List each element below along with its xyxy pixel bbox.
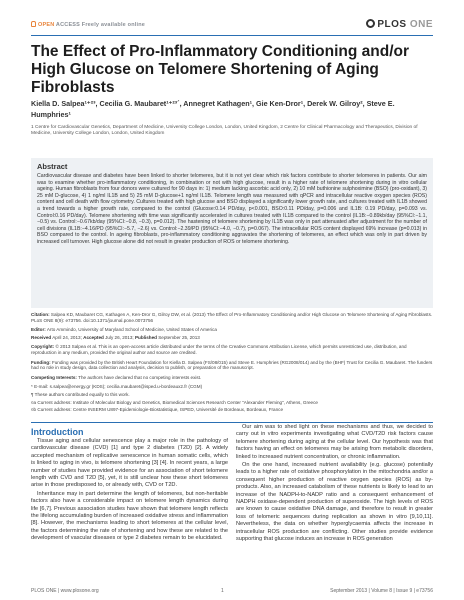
dates: Received April 24, 2013; Accepted July 26, 2013; Published September 25, 2013 — [31, 334, 200, 340]
journal-website[interactable]: PLOS ONE | www.plosone.org — [31, 588, 99, 594]
article-title: The Effect of Pro-Inflammatory Conditioning and/or High Glucose on Telomere Shortening of Aging Fibroblasts — [31, 43, 410, 96]
author-list: Kiella D. Salpea¹⁺²³, Cecilia G. Maubaret¹⁺²³´, Annegret Kathagen¹, Gie Ken-Dror¹, Derek W. Gilroy², Steve E. Humphries¹ — [31, 99, 395, 119]
article-metadata — [31, 312, 433, 415]
page-number: 1 — [221, 588, 224, 594]
intro-paragraph-4: On the one hand, increased nutrient availability (e.g. glucose) potentially leads to a higher rate of oxidative phosphorylation in the mitochondria and/or a consequent higher production of reactive oxygen species (ROS) as by-products. Also, an increased catabolism of these nutrients is likely to lead to an increase of the NADPH-to-NADP ratio and a consequent enhancement of NADPH oxidase-dependent production of superoxide. The high levels of ROS are known to cause oxidative DNA damage, and therefore to result in greater loss of telomeric sequences during replication as shown in vitro [9,10,11]. Nevertheless, the data on whether hyperglycaemia affects the increase in intracellular ROS production are conflicting. Other studies provide evidence supporting that glucose induces an increase in ROS generation — [236, 462, 433, 543]
intro-paragraph-1: Tissue aging and cellular senescence play a major role in the pathology of cardiovascular disease (CVD) [1] and type 2 diabetes (T2D) [2]. A widely accepted mechanism of replicative senescence in human somatic cells, which is linked to aging in vivo, is telomere shortening [3] [4]. In recent years, a large number of studies have provided evidence for an association of short telomere length with CVD and T2D [5], yet, it is still unclear how these short telomeres arise in those predisposed to, or already with, CVD or T2D. — [31, 438, 228, 489]
abstract-text: Cardiovascular disease and diabetes have been linked to shorter telomeres, but it is not yet clear which risk factors contribute to shorter telomeres in patients. Our aim was to examine whether pro-inflammatory conditioning, in combination or not with high glucose, result in a higher rate of telomere shortening during in vitro cellular ageing. Human fibroblasts from four donors were cultured for 90 days in: 1) medium lacking ascorbic acid only, 2) 10 mM buthionine sulphoximine (BSO) (pro-oxidant), 3) 25 mM D-glucose, 4) 1 ng/ml IL1B and 5) 25 mM D-glucose+1 ng/ml IL1B. Telomere length was measured with qPCR and intracellular reactive oxygen species (ROS) content and cell death with flow cytometry. Cultures treated with high glucose and BSO displayed a significantly lower growth rate, and cultures treated with IL1B showed a trend towards a higher growth rate, compared to the control (Glucose:0.14 PD/day, p<0.001, BSO:0.11 PD/day, p=0.006 and IL1B: 0.19 PD/day, p=0.093 vs. Control:0.16 PD/day). Telomere shortening with time was significantly accelerated in cultures treated with IL1B compared to the control (IL1B:−0.89kb/day (95%CI:−1.1, −0.5) vs. Control:−0.67kb/day (95%CI:−0.8, −0.3), p=0.012). The hastening of telomere shortening by IL1B was only in part attenuated after adjustment for the number of cell divisions (IL1B:−4.16/PD (95%CI:−5.7, −2.6) vs. Control:−2.39/PD (95%CI:−4.0, −0.7), p=0.067). The intracellular ROS content displayed 69% increase (p=0.013) in BSO compared to the control. In ageing fibroblasts, pro-inflammatory conditioning aggravates the shortening of telomeres, an effect which was only in part driven by increased cell turnover. High glucose alone did not result in greater production of ROS or telomere shortening. — [37, 173, 427, 245]
intro-paragraph-3: Our aim was to shed light on these mechanisms and thus, we decided to carry out in vitro experiments investigating what CVD/T2D risk factors cause telomere shortening during aging at the cellular level. Our hypothesis was that factors having an effect on telomeres may be arising from metabolic disorders, linked to increased nutrient concentration, or chronic inflammation. — [236, 424, 433, 460]
citation: Citation: Salpea KD, Maubaret CG, Kathagen A, Ken-Dror G, Gilroy DW, et al. (2013) The Effect of Pro-Inflammatory Conditioning and/or High Glucose on Telomere Shortening of Aging Fibroblasts. PLoS ONE 8(9): e73756. doi:10.1371/journal.pone.0073756 — [31, 312, 433, 323]
open-access-badge: OPEN ACCESS Freely available online — [31, 21, 145, 28]
editor: Editor: Arto Ammindo, University of Maryland School of Medicine, United States of America — [31, 327, 217, 333]
section-rule — [31, 422, 433, 423]
left-column — [31, 438, 228, 544]
competing-interests: Competing Interests: The authors have declared that no competing interests exist. — [31, 374, 202, 380]
abstract-heading: Abstract — [37, 162, 68, 171]
right-column — [236, 424, 433, 545]
intro-paragraph-2: Inheritance may in part determine the length of telomeres, but non-heritable factors also have a considerable impact on telomere length dynamics during life [6,7]. Previous association studies have shown that telomere length reflects the lifelong accumulating burden of increased oxidative stress and inflammation [8]. However, the mechanisms leading to short telomeres at the cellular level, the factors determining the rate of shortening and how these are related to the development of vascular diseases or type 2 diabetes remain to be elucidated. — [31, 490, 228, 542]
copyright: Copyright: © 2013 Salpea et al. This is an open-access article distributed under the terms of the Creative Commons Attribution License, which permits unrestricted use, distribution, and reproduction in any medium, provided the original author and source are credited. — [31, 344, 407, 355]
issue-info: September 2013 | Volume 8 | Issue 9 | e73756 — [330, 588, 433, 594]
open-lock-icon — [31, 21, 36, 27]
header-rule — [31, 35, 433, 36]
affiliations: 1 Centre for Cardiovascular Genetics, Department of Medicine, University College London, London, United Kingdom, 2 Centre for Clinical Pharmacology and Therapeutics, Division of Medicine, University College London, London, United Kingdom — [31, 125, 418, 137]
email-link[interactable]: * E-mail: s.salpea@energy.gr (KDS); cecilia.maubaret@isped.u-bordeaux2.fr (CGM) — [31, 384, 203, 390]
plos-one-logo: PLOS ONE — [366, 19, 433, 30]
funding: Funding: Funding was provided by the British Heart Foundation for Kiella D. Salpea (FS/08/015) and Steve E. Humphries (RG2008/014) and by the (BHF) Trust for Cecilia G. Maubaret. The funders had no role in study design, data collection and analysis, decision to publish, or preparation of the manuscript. — [31, 359, 433, 371]
current-address-a: ¤a Current address: Institute of Molecular Biology and Genetics, Biomedical Sciences Research Center "Alexander Fleming", Athens, Greece — [31, 399, 318, 405]
abstract-box — [31, 158, 433, 308]
plos-logo-icon — [366, 19, 375, 28]
equal-contribution-note: ¶ These authors contributed equally to this work. — [31, 391, 130, 397]
current-address-b: ¤b Current address: Centre INSERM U897-Epidemiologie-Biostatistique, ISPED, Université de Bordeaux, Bordeaux, France — [31, 407, 284, 413]
introduction-heading: Introduction — [31, 427, 84, 437]
journal-header — [31, 19, 433, 33]
